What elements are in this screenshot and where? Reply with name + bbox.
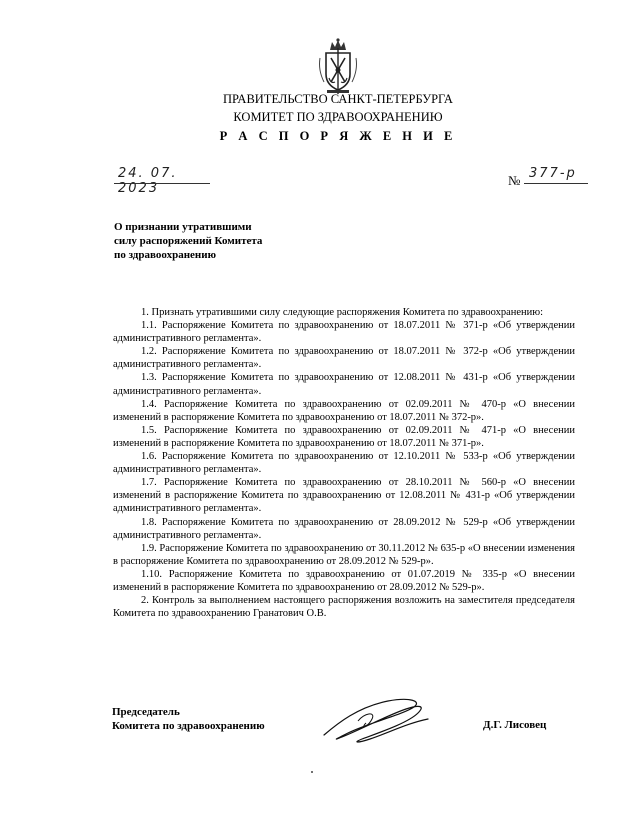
number-label: №	[508, 173, 521, 188]
number-underline	[524, 183, 588, 184]
date-underline	[114, 183, 210, 184]
signer-title-line: Комитета по здравоохранению	[112, 720, 265, 732]
government-title: ПРАВИТЕЛЬСТВО САНКТ-ПЕТЕРБУРГА	[223, 92, 453, 106]
body-paragraph: 1.5. Распоряжение Комитета по здравоохранению от 02.09.2011 № 471-р «О внесении изменений в распоряжение Комитета по здравоохранению от 18.07.2011 № 371-р».	[113, 424, 575, 449]
signer-name: Д.Г. Лисовец	[483, 719, 547, 731]
body-paragraph: 1.9. Распоряжение Комитета по здравоохранению от 30.11.2012 № 635-р «О внесении изменения в распоряжение Комитета по здравоохранению от 28.09.2012 № 529-р».	[113, 542, 575, 567]
handwritten-signature	[318, 693, 434, 745]
body-paragraph: 1. Признать утратившими силу следующие распоряжения Комитета по здравоохранению:	[141, 307, 544, 318]
body-paragraph: 1.1. Распоряжение Комитета по здравоохранению от 18.07.2011 № 371-р «Об утверждении административного регламента».	[113, 320, 575, 345]
st-petersburg-coat-of-arms-icon	[317, 38, 359, 96]
subject-line: силу распоряжений Комитета	[114, 235, 263, 247]
body-paragraph: 1.6. Распоряжение Комитета по здравоохранению от 12.10.2011 № 533-р «Об утверждении административного регламента».	[113, 451, 575, 476]
body-paragraph: 1.8. Распоряжение Комитета по здравоохранению от 28.09.2012 № 529-р «Об утверждении административного регламента».	[113, 516, 575, 541]
document-date: 24. 07. 2023	[118, 166, 178, 196]
signer-title	[112, 705, 265, 733]
stray-mark	[311, 771, 313, 773]
document-subject	[114, 220, 334, 262]
subject-line: по здравоохранению	[114, 249, 217, 261]
document-number: 377-р	[529, 166, 577, 181]
document-type-title: Р А С П О Р Я Ж Е Н И Е	[219, 129, 457, 143]
subject-line: О признании утратившими	[114, 221, 252, 233]
committee-title: КОМИТЕТ ПО ЗДРАВООХРАНЕНИЮ	[233, 110, 443, 124]
body-paragraph: 2. Контроль за выполнением настоящего распоряжения возложить на заместителя председателя Комитета по здравоохранению Гранатович О.В.	[113, 595, 575, 620]
signer-title-line: Председатель	[112, 706, 180, 718]
body-paragraph: 1.10. Распоряжение Комитета по здравоохранению от 01.07.2019 № 335-р «О внесении изменений в распоряжение Комитета по здравоохранению от 28.09.2012 № 529-р».	[113, 568, 575, 593]
body-paragraph: 1.2. Распоряжение Комитета по здравоохранению от 18.07.2011 № 372-р «Об утверждении административного регламента».	[113, 346, 575, 371]
body-paragraph: 1.3. Распоряжение Комитета по здравоохранению от 12.08.2011 № 431-р «Об утверждении административного регламента».	[113, 372, 575, 397]
body-paragraph: 1.4. Распоряжение Комитета по здравоохранению от 02.09.2011 № 470-р «О внесении изменений в распоряжение Комитета по здравоохранению от 18.07.2011 № 372-р».	[113, 398, 575, 423]
body-paragraph: 1.7. Распоряжение Комитета по здравоохранению от 28.10.2011 № 560-р «О внесении изменений в распоряжение Комитета по здравоохранению от 12.08.2011 № 431-р «Об утверждении административного регламента».	[113, 477, 575, 515]
document-body	[113, 306, 575, 620]
